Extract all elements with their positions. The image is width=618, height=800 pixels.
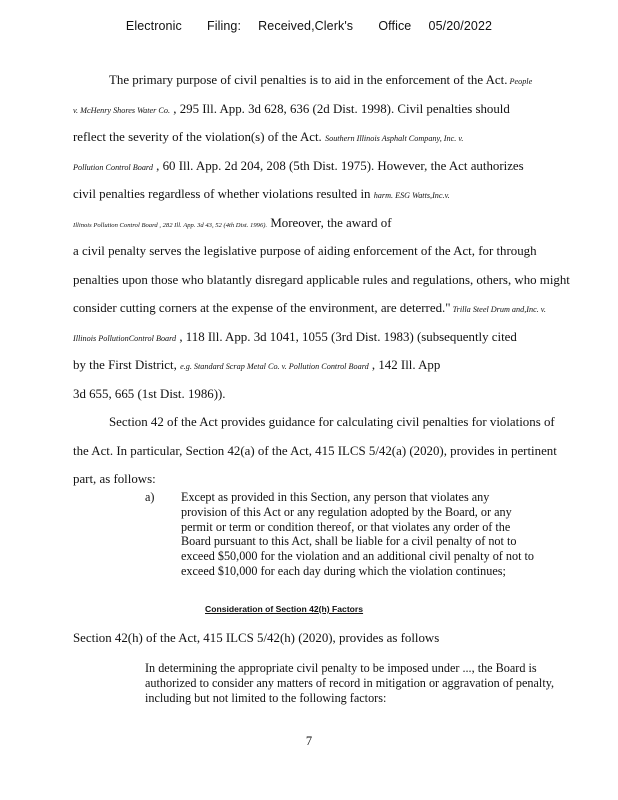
body-line: [73, 237, 573, 266]
body-line-cite: Pollution Control Board: [73, 162, 153, 172]
quote-label: a): [145, 490, 155, 504]
quote-section-42h: In determining the appropriate civil penalty to be imposed under ..., the Board is authorized to consider any matters of record in mitigation or aggravation of penalty, including but not limited to the following factors:: [145, 661, 555, 705]
body-line-tail: , 142 Ill. App: [368, 358, 441, 372]
body-line: [73, 323, 573, 352]
body-line-text: 3d 655, 665 (1st Dist. 1986)).: [73, 386, 226, 401]
body-line-cite: People: [507, 77, 533, 86]
body-line-text: civil penalties regardless of whether violations resulted in: [73, 187, 374, 201]
filing-header: [0, 19, 618, 33]
body-line-cite: Illinois PollutionControl Board: [73, 333, 177, 343]
body-line-text: consider cutting corners at the expense of the environment, are deterred.": [73, 301, 451, 315]
body-line-tail: Moreover, the award of: [267, 215, 392, 230]
body-line-cite: harm. ESG Watts,Inc.v.: [373, 191, 450, 200]
body-line-cite: e.g. Standard Scrap Metal Co. v. Pollution Control Board: [180, 362, 369, 371]
body-line-tail: , 60 Ill. App. 2d 204, 208 (5th Dist. 1975). However, the Act authorizes: [152, 158, 524, 173]
body-line-cite: Southern Illinois Asphalt Company, Inc. v.: [325, 134, 464, 143]
body-line-tail: , 295 Ill. App. 3d 628, 636 (2d Dist. 1998). Civil penalties should: [170, 101, 510, 116]
body-line-text: Section 42 of the Act provides guidance for calculating civil penalties for violations of: [109, 415, 555, 429]
header-received: Received,Clerk's: [258, 19, 354, 33]
body-line: [73, 95, 573, 124]
body-line-text: by the First District,: [73, 358, 181, 372]
body-line-cite: Trilla Steel Drum and,Inc. v.: [450, 305, 546, 314]
quote-section-42a: [145, 490, 535, 579]
body-line: [73, 437, 573, 466]
quote-text: Except as provided in this Section, any person that violates any provision of this Act or any regulation adopted by the Board, or any permit or term or condition thereof, or that violates any order of the Board pursuant to this Act, shall be liable for a civil penalty of not to exceed $50,000 for the violation and an additional civil penalty of not to exceed $10,000 for each day during which the violation continues;: [181, 490, 535, 578]
body-line-cite: v. McHenry Shores Water Co.: [73, 105, 171, 115]
body-line: [73, 408, 573, 437]
body-line-text: penalties upon those who blatantly disregard applicable rules and regulations, others, who might: [73, 272, 570, 287]
header-office: Office: [378, 19, 412, 33]
body-line-tail: , 118 Ill. App. 3d 1041, 1055 (3rd Dist. 1983) (subsequently cited: [176, 329, 517, 344]
section-subheading: Consideration of Section 42(h) Factors: [205, 604, 364, 614]
document-body: [73, 66, 573, 494]
body-line-text: reflect the severity of the violation(s) of the Act.: [73, 130, 325, 144]
body-line: [73, 266, 573, 295]
body-line: [73, 66, 573, 95]
header-filing: Filing:: [206, 19, 242, 33]
body-line-text: the Act. In particular, Section 42(a) of the Act, 415 ILCS 5/42(a) (2020), provides in pertinent: [73, 443, 557, 458]
page-number: 7: [305, 734, 313, 748]
body-line: [73, 209, 573, 238]
body-line-tiny: Illinois Pollution Control Board , 282 Ill. App. 3d 43, 52 (4th Dist. 1996).: [73, 221, 268, 229]
header-date: 05/20/2022: [428, 19, 493, 33]
body-line: [73, 294, 573, 323]
body-line-text: The primary purpose of civil penalties is to aid in the enforcement of the Act.: [109, 73, 508, 87]
body-line: [73, 152, 573, 181]
body-line-text: a civil penalty serves the legislative purpose of aiding enforcement of the Act, for through: [73, 244, 537, 258]
body-line: [73, 351, 573, 380]
body-line: [73, 123, 573, 152]
section-42h-intro: Section 42(h) of the Act, 415 ILCS 5/42(h) (2020), provides as follows: [73, 631, 440, 645]
body-line: [73, 180, 573, 209]
body-line-text: part, as follows:: [73, 472, 156, 486]
body-line: [73, 380, 573, 409]
header-electronic: Electronic: [125, 19, 182, 33]
